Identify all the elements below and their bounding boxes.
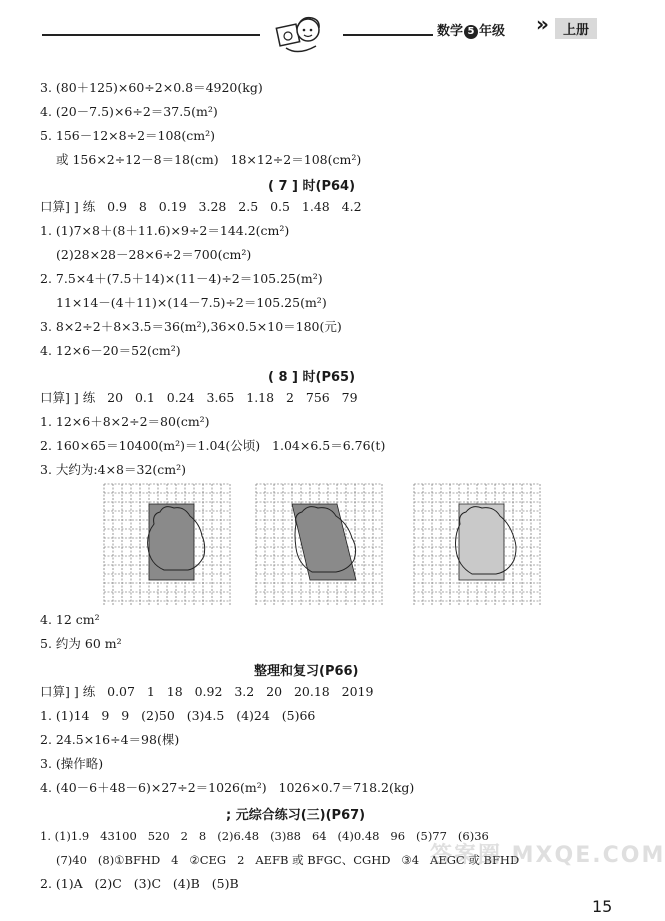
header-subject-grade <box>437 20 505 39</box>
answer-line: 口算] ] 练 0.9 8 0.19 3.28 2.5 0.5 1.48 4.2 <box>40 199 362 214</box>
grid-figure-3 <box>414 484 540 606</box>
answer-line: 口算] ] 练 0.07 1 18 0.92 3.2 20 20.18 2019 <box>40 684 374 699</box>
header-grade-number: 5 <box>464 25 478 39</box>
header-grade-suffix: 年级 <box>479 24 506 39</box>
header-rule-right <box>343 34 433 36</box>
grid-figure-2 <box>256 484 382 606</box>
section-heading: ( 7 ] 时(P64) <box>268 179 356 194</box>
answer-line: 1. (1)1.9 43100 520 2 8 (2)6.48 (3)88 64 (4)0.48 96 (5)77 (6)36 <box>40 829 489 843</box>
answer-line: 2. 24.5×16÷4＝98(棵) <box>40 732 180 747</box>
answer-line: 2. (1)A (2)C (3)C (4)B (5)B <box>40 876 239 891</box>
shaded-trapezoid <box>459 504 504 580</box>
header-chevron-icon: » <box>536 12 543 36</box>
watermark: 答案圈 MXQE.COM <box>430 843 665 868</box>
answer-line: 4. (20－7.5)×6÷2＝37.5(m²) <box>40 104 218 119</box>
answer-line: 5. 约为 60 m² <box>40 636 122 651</box>
header-subject: 数学 <box>437 24 464 39</box>
answer-line: 4. 12 cm² <box>40 612 100 627</box>
header-book-label: 上册 <box>555 18 597 39</box>
answer-line: 或 156×2÷12－8＝18(cm) 18×12÷2＝108(cm²) <box>56 152 362 167</box>
section-heading: ( 8 ] 时(P65) <box>268 370 356 385</box>
answer-line: 5. 156－12×8÷2＝108(cm²) <box>40 128 215 143</box>
mascot-logo-icon <box>272 12 324 56</box>
shaded-rectangle <box>149 504 194 580</box>
answer-line: 口算] ] 练 20 0.1 0.24 3.65 1.18 2 756 79 <box>40 390 358 405</box>
header-rule-left <box>42 34 260 36</box>
grid-figure-1 <box>104 484 230 606</box>
answer-line: 4. 12×6－20＝52(cm²) <box>40 343 181 358</box>
answer-line: 11×14－(4＋11)×(14－7.5)÷2＝105.25(m²) <box>56 295 327 310</box>
answer-line: 2. 7.5×4＋(7.5＋14)×(11－4)÷2＝105.25(m²) <box>40 271 323 286</box>
answer-line: 1. (1)7×8＋(8＋11.6)×9÷2＝144.2(cm²) <box>40 223 290 238</box>
answer-line: (2)28×28－28×6÷2＝700(cm²) <box>56 247 252 262</box>
answer-line: (7)40 (8)①BFHD 4 ②CEG 2 AEFB 或 BFGC、CGHD ③4 AEGC 或 BFHD <box>56 853 520 867</box>
page-number: 15 <box>592 897 613 916</box>
answer-line: 2. 160×65＝10400(m²)＝1.04(公顷) 1.04×6.5＝6.76(t) <box>40 438 386 453</box>
answer-line: 3. (操作略) <box>40 756 104 771</box>
answer-line: 1. (1)14 9 9 (2)50 (3)4.5 (4)24 (5)66 <box>40 708 316 723</box>
answer-line: 3. 大约为:4×8＝32(cm²) <box>40 462 187 477</box>
answer-line: 4. (40－6＋48－6)×27÷2＝1026(m²) 1026×0.7＝718.2(kg) <box>40 780 415 795</box>
answer-line: 3. (80＋125)×60÷2×0.8＝4920(kg) <box>40 80 263 95</box>
section-heading: ; 元综合练习(三)(P67) <box>226 808 366 823</box>
answer-line: 1. 12×6＋8×2÷2＝80(cm²) <box>40 414 210 429</box>
section-heading: 整理和复习(P66) <box>254 664 359 679</box>
answer-line: 3. 8×2÷2＋8×3.5＝36(m²),36×0.5×10＝180(元) <box>40 319 342 334</box>
